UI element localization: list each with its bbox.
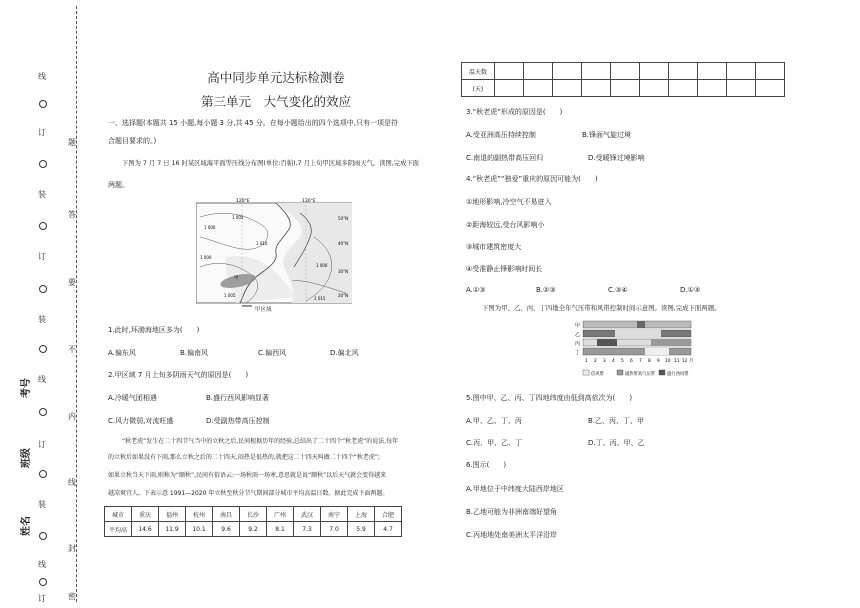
question-1: 1.此时,环渤海地区多为( ) [108, 326, 200, 334]
passage-2-line: 越凉爽宜人。下表示意 1991—2020 年立秋至秋分节气期间部分城市平均高温日数。据此完成下面两题。 [108, 490, 389, 497]
question-2: 2.甲区域 7 月上旬多阴雨天气的原因是( ) [108, 371, 249, 379]
q6-option-b[interactable]: B.乙地可能为非洲南端好望角 [466, 508, 558, 516]
name-field[interactable]: 姓名 [21, 516, 32, 536]
table-cell: 温天数 [462, 63, 495, 80]
binding-hole-icon [39, 160, 47, 168]
gutter-char: 密 [68, 592, 76, 601]
legend-label: 信风带 [591, 372, 604, 377]
q1-option-b[interactable]: B.偏南风 [180, 349, 209, 357]
lat-label: 30°N [338, 269, 349, 274]
table-row [105, 507, 402, 522]
table-row [462, 63, 785, 80]
isobar-label: 1 010 [256, 241, 268, 246]
isobar-label: 1 015 [314, 296, 326, 301]
question-5: 5.图中甲、乙、丙、丁四地纬度由低到高依次为( ) [466, 394, 633, 402]
table-cell: 合肥 [375, 507, 402, 522]
q4-option-d[interactable]: D.①③ [680, 286, 701, 294]
q4-item: ②距海较远,受台风影响小 [466, 221, 545, 229]
q4-item: ④受准静止锋影响时间长 [466, 265, 543, 273]
row-bing [583, 339, 691, 346]
q4-option-b[interactable]: B.②③ [536, 286, 556, 294]
month-label: 1 [585, 359, 588, 364]
table-cell: 南昌 [213, 507, 240, 522]
q4-item: ③城市建筑密度大 [466, 243, 522, 251]
q4-item: ①地形影响,冷空气不易进入 [466, 198, 552, 206]
month-label: 5 [621, 359, 624, 364]
isobar-label: 1 000 [316, 263, 328, 268]
row-jia [583, 321, 691, 328]
row-label: 丁 [575, 350, 581, 356]
q5-option-d[interactable]: D.丁、丙、甲、乙 [588, 439, 645, 447]
q2-option-c[interactable]: C.风力微弱,对流旺盛 [108, 417, 174, 425]
q3-option-c[interactable]: C.南退的副热带高压回归 [466, 154, 544, 162]
row-yi [583, 330, 691, 337]
binding-hole-icon [39, 578, 47, 586]
table-cell: 14.6 [132, 522, 159, 537]
table-cell: 10.1 [186, 522, 213, 537]
gutter-char: 装 [38, 500, 46, 509]
month-label: 8 [648, 359, 651, 364]
table-cell: 长沙 [240, 507, 267, 522]
lat-label: 50°N [338, 216, 349, 221]
month-label: 3 [603, 359, 606, 364]
binding-hole-icon [39, 470, 47, 478]
days-table [461, 62, 785, 97]
q4-option-a[interactable]: A.①③ [466, 286, 486, 294]
binding-hole-icon [39, 345, 47, 353]
q1-option-d[interactable]: D.偏北风 [330, 349, 359, 357]
table-cell: 广州 [267, 507, 294, 522]
row-ding [583, 348, 691, 355]
table-cell: 城市 [105, 507, 132, 522]
table-cell: 7.0 [321, 522, 348, 537]
table-cell: 11.9 [159, 522, 186, 537]
passage-2-line: “秋老虎”发生在二十四节气当中的立秋之后,民间根据历年的经验,总结出了二十四个“秋老虎”的说法,每年 [122, 438, 399, 445]
gutter-char: 线 [38, 375, 46, 384]
table-cell: 9.2 [240, 522, 267, 537]
high-temp-table [104, 506, 402, 537]
exam-number-field[interactable]: 考号 [21, 378, 32, 398]
binding-hole-icon [39, 532, 47, 540]
month-label: 10 [665, 359, 671, 364]
table-cell: 武汉 [294, 507, 321, 522]
gutter-char: 封 [68, 544, 76, 553]
month-label: 2 [594, 359, 597, 364]
binding-gutter [0, 0, 95, 608]
gutter-char: 订 [38, 128, 46, 137]
lon-label: 130°E [302, 199, 316, 204]
gutter-char: 答 [68, 210, 76, 219]
exam-title: 高中同步单元达标检测卷 [207, 70, 345, 85]
month-label: 9 [657, 359, 660, 364]
legend-label: 副热带高气压带 [625, 372, 656, 377]
table-cell: 7.3 [294, 522, 321, 537]
binding-hole-icon [39, 100, 47, 108]
q6-option-c[interactable]: C.丙地地处南美洲太平洋沿岸 [466, 531, 558, 539]
lat-label: 20°N [338, 293, 349, 298]
table-row [105, 522, 402, 537]
q2-option-d[interactable]: D.受副热带高压控制 [206, 417, 270, 425]
isobar-map [196, 197, 352, 307]
table-cell: 重庆 [132, 507, 159, 522]
gutter-char: 订 [38, 440, 46, 449]
region-label: 甲 [234, 276, 239, 281]
gutter-char: 订 [38, 594, 46, 603]
q4-option-c[interactable]: C.③④ [608, 286, 628, 294]
passage-1: 下图为 7 月 7 日 16 时某区域海平面等压线分布图(单位:百帕),7 月上旬甲区域多阴雨天气。读图,完成下面 [122, 160, 419, 167]
passage-2-line: 如果立秋当天下雨,则称为“顺秋”,民间有俗语云:一场秋雨一场寒,意思就是说“顺秋”以后天气就会变得越来 [108, 472, 387, 479]
month-label: 月 [689, 359, 694, 364]
gutter-char: 题 [68, 138, 76, 147]
gutter-char: 订 [38, 252, 46, 261]
q2-option-a[interactable]: A.冷暖气团相遇 [108, 394, 157, 402]
binding-hole-icon [39, 222, 47, 230]
isobar-label: 1 005 [224, 293, 236, 298]
month-label: 7 [639, 359, 642, 364]
pressure-belt-chart [575, 320, 695, 386]
q3-option-a[interactable]: A.受亚洲高压持续控制 [466, 131, 536, 139]
lon-label: 120°E [236, 199, 250, 204]
gutter-char: 线 [38, 560, 46, 569]
cut-line [76, 6, 77, 602]
q1-option-a[interactable]: A.偏东风 [108, 349, 136, 357]
row-label: 丙 [575, 341, 581, 347]
table-cell: 上海 [348, 507, 375, 522]
table-cell: 南宁 [321, 507, 348, 522]
table-cell: 平均高 [105, 522, 132, 537]
table-cell: 8.1 [267, 522, 294, 537]
class-field[interactable]: 班级 [21, 448, 32, 468]
q6-option-a[interactable]: A.甲地位于中纬度大陆西岸地区 [466, 485, 564, 493]
binding-hole-icon [39, 285, 47, 293]
row-label: 乙 [575, 332, 581, 338]
table-cell: (天) [462, 80, 495, 97]
isobar-label: 1 005 [232, 215, 244, 220]
q3-option-b[interactable]: B.锋面气旋过境 [582, 131, 632, 139]
row-label: 甲 [575, 323, 581, 329]
gutter-char: 装 [38, 190, 46, 199]
legend-label: 盛行西风带 [667, 372, 689, 377]
gutter-char: 内 [68, 412, 76, 421]
section-intro: 一、选择题(本题共 15 小题,每小题 3 分,共 45 分。在每小题给出的四个选项中,只有一项是符 [108, 119, 399, 127]
question-6: 6.图示( ) [466, 461, 507, 469]
month-label: 12 [682, 359, 688, 364]
gutter-char: 线 [68, 478, 76, 487]
lat-label: 40°N [338, 241, 349, 246]
binding-hole-icon [39, 408, 47, 416]
gutter-char: 要 [68, 278, 76, 287]
section-intro-cont: 合题目要求的。) [108, 137, 157, 145]
gutter-char: 不 [68, 345, 76, 354]
question-3: 3.“秋老虎”形成的原因是( ) [466, 108, 563, 116]
table-cell: 杭州 [186, 507, 213, 522]
q5-option-a[interactable]: A.甲、乙、丁、丙 [466, 417, 522, 425]
map-legend: 甲区域 [255, 307, 272, 313]
q5-option-c[interactable]: C.丙、甲、乙、丁 [466, 439, 523, 447]
table-cell: 9.6 [213, 522, 240, 537]
isobar-label: 1 000 [200, 255, 212, 260]
passage-3: 下图为甲、乙、丙、丁四地全年气压带和风带控制时间示意图。读图,完成下面两题。 [482, 304, 721, 312]
passage-2-line: 的立秋后如果没有下雨,那么立秋之后的二十四天,闷热是很热的,就把这二十四天叫做二十四个“秋老虎”; [108, 454, 380, 461]
month-label: 6 [630, 359, 633, 364]
isobar-label: 1 000 [204, 225, 216, 230]
q5-option-b[interactable]: B.乙、丙、丁、甲 [588, 417, 645, 425]
table-row [462, 80, 785, 97]
month-label: 4 [612, 359, 615, 364]
table-cell: 4.7 [375, 522, 402, 537]
table-cell: 5.9 [348, 522, 375, 537]
q1-option-c[interactable]: C.偏西风 [258, 349, 287, 357]
table-cell: 福州 [159, 507, 186, 522]
gutter-char: 装 [38, 315, 46, 324]
unit-title: 第三单元 大气变化的效应 [200, 94, 351, 109]
q2-option-b[interactable]: B.盛行西风影响显著 [206, 394, 270, 402]
q3-option-d[interactable]: D.受暖锋过境影响 [588, 154, 645, 162]
passage-1-cont: 两题。 [108, 181, 129, 189]
question-4: 4.“秋老虎”“独爱”重庆的原因可能为( ) [466, 175, 598, 183]
gutter-char: 线 [38, 72, 46, 81]
month-label: 11 [674, 359, 680, 364]
